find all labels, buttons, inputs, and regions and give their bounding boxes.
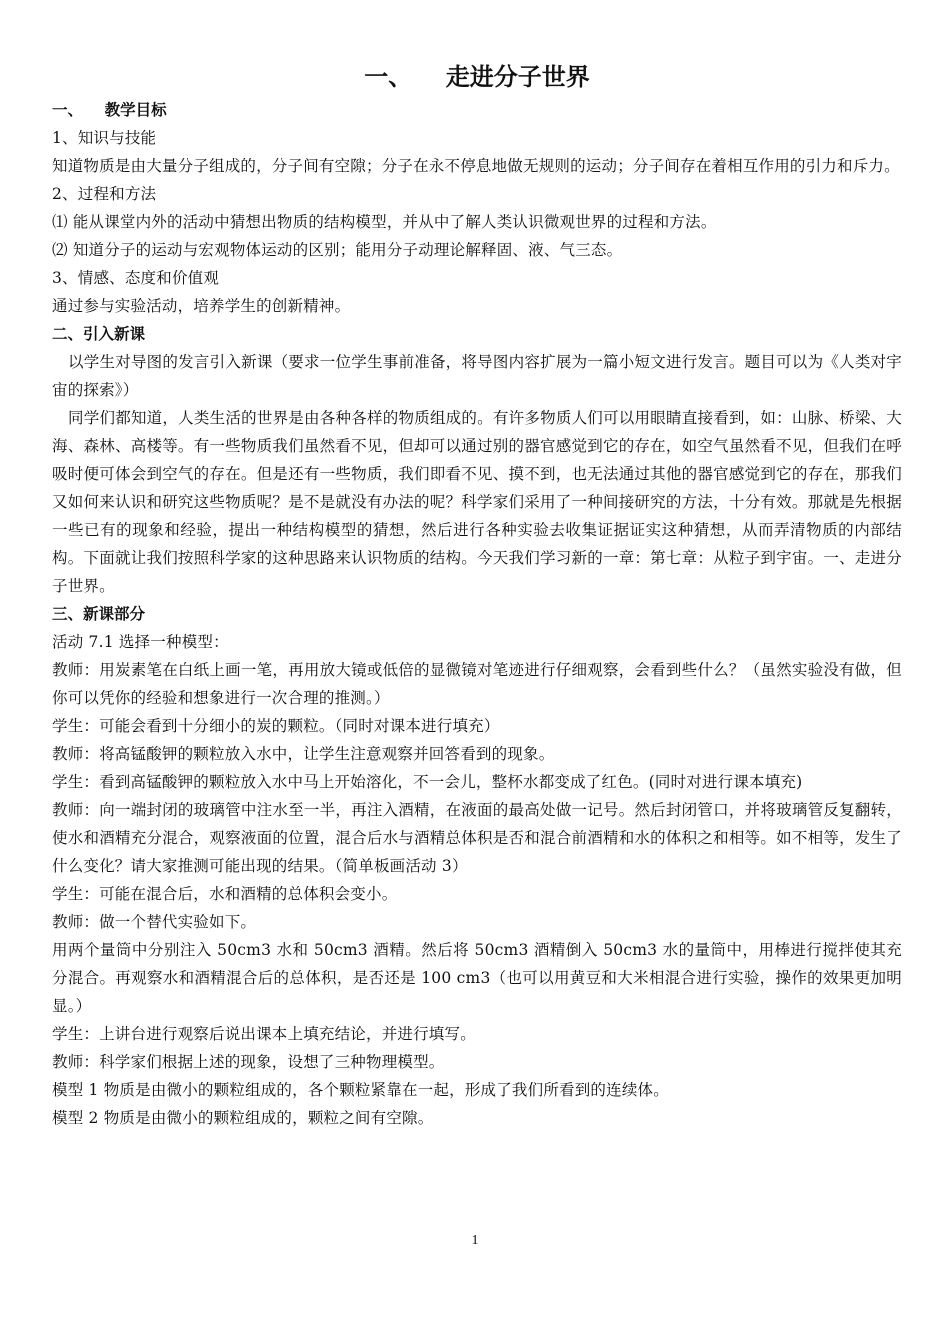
- paragraph: 同学们都知道，人类生活的世界是由各种各样的物质组成的。有许多物质人们可以用眼睛直接看到，如：山脉、桥梁、大海、森林、高楼等。有一些物质我们虽然看不见，但却可以通过别的器官感觉到它的存在，如空气虽然看不见，但我们在呼吸时便可体会到空气的存在。但是还有一些物质，我们即看不见、摸不到，也无法通过其他的器官感觉到它的存在，那我们又如何来认识和研究这些物质呢？是不是就没有办法的呢？科学家们采用了一种间接研究的方法，十分有效。那就是先根据一些已有的现象和经验，提出一种结构模型的猜想，然后进行各种实验去收集证据证实这种猜想，从而弄清物质的内部结构。下面就让我们按照科学家的这种思路来认识物质的结构。今天我们学习新的一章：第七章：从粒子到宇宙。一、走进分子世界。: [52, 409, 902, 595]
- paragraph: 学生：可能会看到十分细小的炭的颗粒。（同时对课本进行填充）: [52, 717, 500, 735]
- paragraph: 教师：科学家们根据上述的现象，设想了三种物理模型。: [52, 1053, 445, 1071]
- paragraph: 通过参与实验活动，培养学生的创新精神。: [52, 297, 351, 315]
- subheading-knowledge: 1、知识与技能: [52, 129, 157, 147]
- section-heading-objectives: 一、 教学目标: [52, 101, 167, 119]
- paragraph: 知道物质是由大量分子组成的，分子间有空隙；分子在永不停息地做无规则的运动；分子间存在着相互作用的引力和斥力。: [52, 157, 900, 175]
- paragraph: ⑵ 知道分子的运动与宏观物体运动的区别；能用分子动理论解释固、液、气三态。: [52, 241, 623, 259]
- paragraph: 模型 1 物质是由微小的颗粒组成的，各个颗粒紧靠在一起，形成了我们所看到的连续体。: [52, 1081, 669, 1099]
- paragraph: 用两个量筒中分别注入 50cm3 水和 50cm3 酒精。然后将 50cm3 酒精倒入 50cm3 水的量筒中，用棒进行搅拌使其充分混合。再观察水和酒精混合后的总体积，是否还是 100 cm3（也可以用黄豆和大米相混合进行实验，操作的效果更加明显。）: [52, 941, 902, 1015]
- paragraph: 教师：用炭素笔在白纸上画一笔，再用放大镜或低倍的显微镜对笔迹进行仔细观察，会看到些什么？（虽然实验没有做，但你可以凭你的经验和想象进行一次合理的推测。）: [52, 661, 902, 707]
- document-title: 一、 走进分子世界: [364, 63, 590, 91]
- paragraph: 教师：做一个替代实验如下。: [52, 913, 257, 931]
- paragraph: 活动 7.1 选择一种模型：: [52, 633, 229, 651]
- paragraph: ⑴ 能从课堂内外的活动中猜想出物质的结构模型，并从中了解人类认识微观世界的过程和方法。: [52, 213, 717, 231]
- paragraph: 学生：上讲台进行观察后说出课本上填充结论，并进行填写。: [52, 1025, 476, 1043]
- paragraph: 学生：看到高锰酸钾的颗粒放入水中马上开始溶化，不一会儿，整杯水都变成了红色。(同时对进行课本填充): [52, 773, 803, 791]
- paragraph: 以学生对导图的发言引入新课（要求一位学生事前准备，将导图内容扩展为一篇小短文进行发言。题目可以为《人类对宇宙的探索》）: [52, 353, 902, 399]
- paragraph: 模型 2 物质是由微小的颗粒组成的，颗粒之间有空隙。: [52, 1109, 434, 1127]
- paragraph: 学生：可能在混合后，水和酒精的总体积会变小。: [52, 885, 398, 903]
- document-page: [52, 58, 902, 1132]
- subheading-process: 2、过程和方法: [52, 185, 157, 203]
- paragraph: 教师：将高锰酸钾的颗粒放入水中，让学生注意观察并回答看到的现象。: [52, 745, 555, 763]
- page-number: 1: [471, 1233, 479, 1248]
- section-heading-intro: 二、引入新课: [52, 325, 146, 343]
- section-heading-new-lesson: 三、新课部分: [52, 605, 146, 623]
- subheading-attitude: 3、情感、态度和价值观: [52, 269, 220, 287]
- paragraph: 教师：向一端封闭的玻璃管中注水至一半，再注入酒精，在液面的最高处做一记号。然后封闭管口，并将玻璃管反复翻转，使水和酒精充分混合，观察液面的位置，混合后水与酒精总体积是否和混合前酒精和水的体积之和相等。如不相等，发生了什么变化？请大家推测可能出现的结果。（简单板画活动 3）: [52, 801, 902, 875]
